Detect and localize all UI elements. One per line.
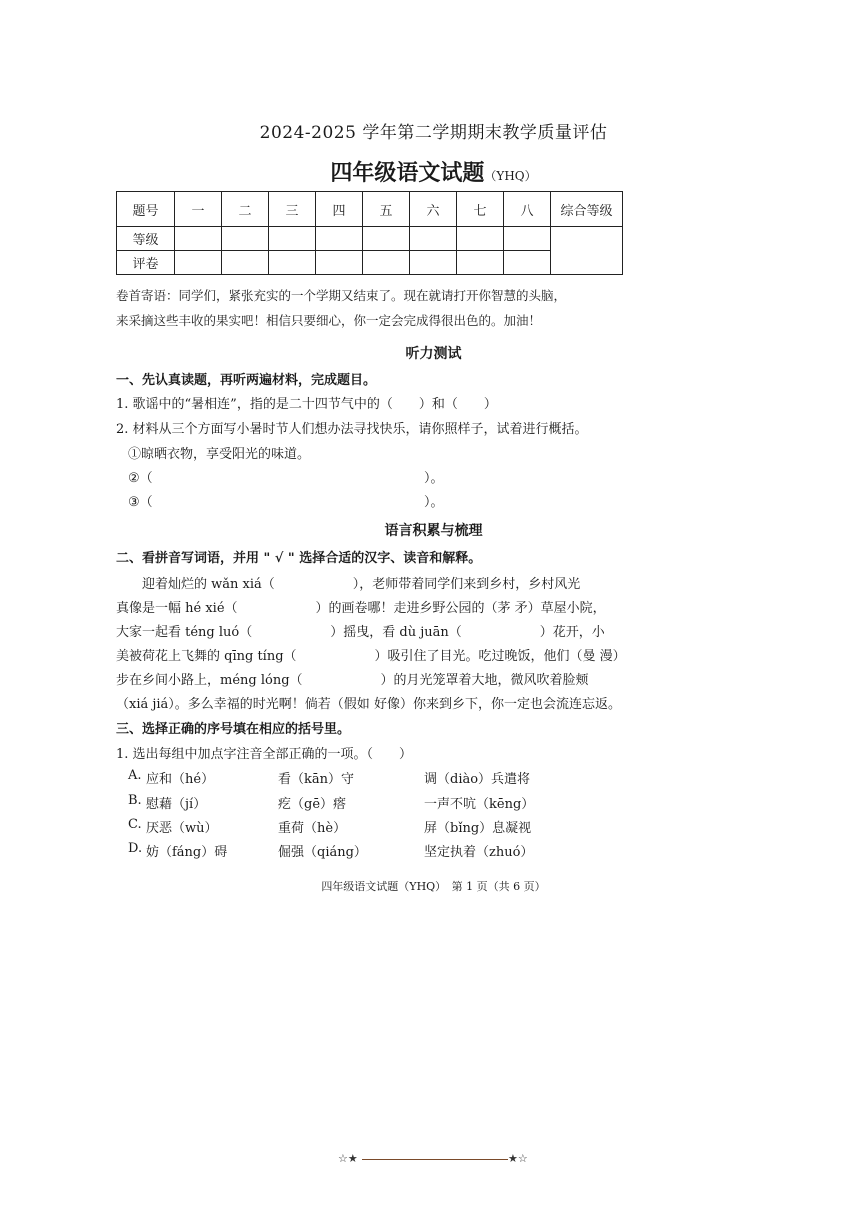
grade-table-row [117, 227, 623, 251]
grade-table-cell: 七 [457, 192, 504, 227]
grade-row-label: 等级 [117, 227, 175, 251]
grade-table-cell: 六 [410, 192, 457, 227]
grade-cell-empty[interactable] [269, 251, 316, 275]
intro-line: 卷首寄语：同学们，紧张充实的一个学期又结束了。现在就请打开你智慧的头脑， [116, 288, 567, 303]
grade-cell-empty[interactable] [269, 227, 316, 251]
passage-line: 步在乡间小路上，méng lóng（ ）的月光笼罩着大地，微风吹着脸颊 [116, 673, 589, 688]
option-choice: 疙（gē）瘩 [278, 797, 347, 812]
grade-row-label: 评卷 [117, 251, 175, 275]
grade-cell-empty[interactable] [410, 251, 457, 275]
listening-q1: 1. 歌谣中的“暑相连”，指的是二十四节气中的（ ）和（ ） [116, 397, 497, 412]
grade-table-cell: 二 [222, 192, 269, 227]
exam-title [0, 156, 867, 187]
option-choice: 重荷（hè） [278, 821, 347, 836]
section2-heading: 二、看拼音写词语，并用 " √ " 选择合适的汉字、读音和解释。 [116, 551, 482, 566]
listening-answer-2-open: ②（ [128, 471, 153, 486]
grade-cell-empty[interactable] [222, 227, 269, 251]
grade-cell-empty[interactable] [175, 251, 222, 275]
passage-line: 大家一起看 téng luó（ ）摇曳，看 dù juān（ ）花开，小 [116, 625, 605, 640]
listening-answer-example: ①晾晒衣物，享受阳光的味道。 [128, 447, 311, 462]
option-letter: B. [128, 793, 142, 808]
grade-table-cell: 综合等级 [551, 192, 623, 227]
grade-cell-empty[interactable] [316, 227, 363, 251]
option-choice: 应和（hé） [146, 772, 215, 787]
grade-table [116, 191, 623, 275]
option-letter: C. [128, 817, 142, 832]
section1-heading: 一、先认真读题，再听两遍材料，完成题目。 [116, 373, 377, 388]
grade-table-header-row [117, 192, 623, 227]
grade-table-cell: 四 [316, 192, 363, 227]
grade-table-cell: 题号 [117, 192, 175, 227]
overall-grade-cell[interactable] [551, 227, 623, 275]
option-letter: A. [128, 768, 142, 783]
passage-line: 迎着灿烂的 wǎn xiá（ ），老师带着同学们来到乡村，乡村风光 [116, 577, 581, 592]
exam-code: （YHQ） [484, 169, 537, 183]
star-decoration-left: ☆★ [338, 1152, 358, 1165]
listening-answer-3-open: ③（ [128, 495, 153, 510]
option-choice: 看（kān）守 [278, 772, 355, 787]
star-decoration-right: ★☆ [508, 1152, 528, 1165]
grade-table-row [117, 251, 623, 275]
option-choice: 厌恶（wù） [146, 821, 218, 836]
listening-answer-3-close: ）。 [424, 495, 444, 510]
grade-cell-empty[interactable] [222, 251, 269, 275]
grade-cell-empty[interactable] [457, 227, 504, 251]
option-choice: 一声不吭（kēng） [424, 797, 535, 812]
option-choice: 慰藉（jí） [146, 797, 207, 812]
decorative-line [362, 1159, 508, 1160]
section3-q1: 1. 选出每组中加点字注音全部正确的一项。（ ） [116, 747, 413, 762]
option-choice: 妨（fáng）碍 [146, 845, 228, 860]
grade-table-cell: 三 [269, 192, 316, 227]
grade-cell-empty[interactable] [363, 251, 410, 275]
passage-line: 真像是一幅 hé xié（ ）的画卷哪！走进乡野公园的（茅 矛）草屋小院， [116, 601, 606, 616]
grade-cell-empty[interactable] [457, 251, 504, 275]
grade-table-cell: 一 [175, 192, 222, 227]
grade-cell-empty[interactable] [410, 227, 457, 251]
passage-line: （xiá jiá）。多么幸福的时光啊！倘若（假如 好像）你来到乡下，你一定也会流连忘返。 [116, 697, 621, 712]
page-footer: 四年级语文试题（YHQ） 第 1 页（共 6 页） [321, 880, 546, 893]
section3-heading: 三、选择正确的序号填在相应的括号里。 [116, 722, 351, 737]
grade-cell-empty[interactable] [363, 227, 410, 251]
grade-table-cell: 五 [363, 192, 410, 227]
grade-table-cell: 八 [504, 192, 551, 227]
grade-cell-empty[interactable] [504, 227, 551, 251]
option-choice: 坚定执着（zhuó） [424, 845, 534, 860]
intro-line: 来采摘这些丰收的果实吧！相信只要细心，你一定会完成得很出色的。加油！ [116, 313, 542, 328]
exam-title-text: 四年级语文试题 [330, 160, 485, 186]
passage-line: 美被荷花上飞舞的 qīng tíng（ ）吸引住了目光。吃过晚饭，他们（曼 漫） [116, 649, 626, 664]
grade-cell-empty[interactable] [175, 227, 222, 251]
section-title-listening: 听力测试 [405, 346, 462, 362]
grade-cell-empty[interactable] [504, 251, 551, 275]
section-title-language: 语言积累与梳理 [384, 523, 483, 539]
listening-answer-2-close: ）。 [424, 471, 444, 486]
option-choice: 屏（bǐng）息凝视 [424, 821, 532, 836]
option-letter: D. [128, 841, 143, 856]
listening-q2: 2. 材料从三个方面写小暑时节人们想办法寻找快乐，请你照样子，试着进行概括。 [116, 422, 588, 437]
exam-header: 2024-2025 学年第二学期期末教学质量评估 [259, 123, 608, 143]
grade-cell-empty[interactable] [316, 251, 363, 275]
option-choice: 调（diào）兵遣将 [424, 772, 531, 787]
option-choice: 倔强（qiáng） [278, 845, 367, 860]
